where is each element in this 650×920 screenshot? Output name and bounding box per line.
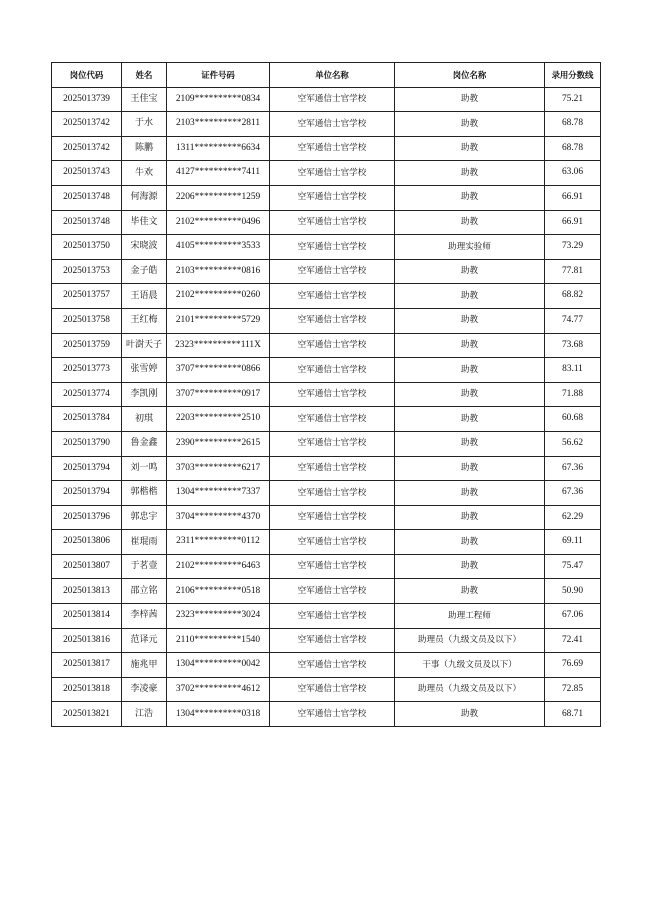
position-code-cell: 2025013739	[52, 87, 122, 112]
table-row	[52, 333, 601, 358]
table-row	[52, 235, 601, 260]
position-code-cell: 2025013773	[52, 358, 122, 383]
id-number-cell: 2110**********1540	[167, 628, 270, 653]
table-row	[52, 136, 601, 161]
position-name-cell: 干事（九级文员及以下）	[395, 653, 545, 678]
id-number-cell: 4127**********7411	[167, 161, 270, 186]
table-row	[52, 653, 601, 678]
position-name-cell: 助教	[395, 407, 545, 432]
admission-score-cell: 67.36	[545, 456, 601, 481]
unit-name-cell: 空军通信士官学校	[270, 284, 395, 309]
id-number-cell: 2311**********0112	[167, 530, 270, 555]
admission-score-cell: 73.29	[545, 235, 601, 260]
position-code-cell: 2025013806	[52, 530, 122, 555]
position-name-cell: 助教	[395, 259, 545, 284]
candidate-name-cell: 郭忠宇	[122, 505, 167, 530]
position-name-cell: 助教	[395, 112, 545, 137]
table-row	[52, 382, 601, 407]
table-row	[52, 579, 601, 604]
candidate-name-cell: 崔琨雨	[122, 530, 167, 555]
unit-name-cell: 空军通信士官学校	[270, 112, 395, 137]
position-name-cell: 助理实验师	[395, 235, 545, 260]
table-row	[52, 702, 601, 727]
candidate-name-cell: 宋晓波	[122, 235, 167, 260]
header-unit-name: 单位名称	[270, 63, 395, 88]
candidate-name-cell: 李凌豪	[122, 677, 167, 702]
id-number-cell: 2103**********0816	[167, 259, 270, 284]
id-number-cell: 2323**********3024	[167, 604, 270, 629]
admission-score-cell: 76.69	[545, 653, 601, 678]
candidate-name-cell: 李凯刚	[122, 382, 167, 407]
unit-name-cell: 空军通信士官学校	[270, 505, 395, 530]
id-number-cell: 2203**********2510	[167, 407, 270, 432]
position-code-cell: 2025013821	[52, 702, 122, 727]
unit-name-cell: 空军通信士官学校	[270, 554, 395, 579]
table-row	[52, 456, 601, 481]
position-name-cell: 助教	[395, 308, 545, 333]
admission-score-cell: 67.06	[545, 604, 601, 629]
position-name-cell: 助教	[395, 456, 545, 481]
admission-score-cell: 72.85	[545, 677, 601, 702]
admission-score-cell: 74.77	[545, 308, 601, 333]
candidate-name-cell: 范译元	[122, 628, 167, 653]
unit-name-cell: 空军通信士官学校	[270, 530, 395, 555]
unit-name-cell: 空军通信士官学校	[270, 308, 395, 333]
candidate-name-cell: 于水	[122, 112, 167, 137]
admission-score-cell: 71.88	[545, 382, 601, 407]
candidate-name-cell: 施兆甲	[122, 653, 167, 678]
id-number-cell: 2109**********0834	[167, 87, 270, 112]
id-number-cell: 3707**********0917	[167, 382, 270, 407]
position-name-cell: 助教	[395, 382, 545, 407]
unit-name-cell: 空军通信士官学校	[270, 382, 395, 407]
position-name-cell: 助教	[395, 210, 545, 235]
position-code-cell: 2025013759	[52, 333, 122, 358]
table-row	[52, 628, 601, 653]
admission-score-cell: 69.11	[545, 530, 601, 555]
position-code-cell: 2025013750	[52, 235, 122, 260]
id-number-cell: 3702**********4612	[167, 677, 270, 702]
table-row	[52, 284, 601, 309]
candidate-name-cell: 金子皓	[122, 259, 167, 284]
table-row	[52, 87, 601, 112]
position-name-cell: 助教	[395, 579, 545, 604]
position-code-cell: 2025013742	[52, 112, 122, 137]
candidate-name-cell: 邵立铭	[122, 579, 167, 604]
unit-name-cell: 空军通信士官学校	[270, 677, 395, 702]
position-name-cell: 助教	[395, 530, 545, 555]
position-code-cell: 2025013758	[52, 308, 122, 333]
position-name-cell: 助教	[395, 185, 545, 210]
position-code-cell: 2025013748	[52, 210, 122, 235]
table-row	[52, 677, 601, 702]
id-number-cell: 3704**********4370	[167, 505, 270, 530]
unit-name-cell: 空军通信士官学校	[270, 358, 395, 383]
position-code-cell: 2025013748	[52, 185, 122, 210]
position-code-cell: 2025013796	[52, 505, 122, 530]
table-row	[52, 308, 601, 333]
candidate-name-cell: 刘一鸣	[122, 456, 167, 481]
position-name-cell: 助理员（九级文员及以下）	[395, 677, 545, 702]
id-number-cell: 1311**********6634	[167, 136, 270, 161]
admission-score-cell: 50.90	[545, 579, 601, 604]
table-row	[52, 481, 601, 506]
table-row	[52, 210, 601, 235]
position-code-cell: 2025013753	[52, 259, 122, 284]
position-name-cell: 助教	[395, 161, 545, 186]
admission-score-cell: 56.62	[545, 431, 601, 456]
candidate-name-cell: 毕佳文	[122, 210, 167, 235]
table-row	[52, 259, 601, 284]
candidate-name-cell: 鲁金鑫	[122, 431, 167, 456]
admission-score-cell: 67.36	[545, 481, 601, 506]
candidate-name-cell: 郭楷楷	[122, 481, 167, 506]
unit-name-cell: 空军通信士官学校	[270, 481, 395, 506]
table-row	[52, 431, 601, 456]
table-row	[52, 358, 601, 383]
candidate-name-cell: 江浩	[122, 702, 167, 727]
table-row	[52, 505, 601, 530]
admission-score-cell: 66.91	[545, 185, 601, 210]
unit-name-cell: 空军通信士官学校	[270, 333, 395, 358]
unit-name-cell: 空军通信士官学校	[270, 161, 395, 186]
unit-name-cell: 空军通信士官学校	[270, 431, 395, 456]
id-number-cell: 3703**********6217	[167, 456, 270, 481]
position-name-cell: 助教	[395, 505, 545, 530]
candidate-name-cell: 何海源	[122, 185, 167, 210]
admission-score-cell: 62.29	[545, 505, 601, 530]
id-number-cell: 2101**********5729	[167, 308, 270, 333]
position-code-cell: 2025013818	[52, 677, 122, 702]
position-name-cell: 助教	[395, 284, 545, 309]
unit-name-cell: 空军通信士官学校	[270, 185, 395, 210]
position-name-cell: 助教	[395, 358, 545, 383]
admission-score-table	[51, 62, 601, 727]
table-row	[52, 161, 601, 186]
unit-name-cell: 空军通信士官学校	[270, 87, 395, 112]
admission-score-cell: 66.91	[545, 210, 601, 235]
position-code-cell: 2025013816	[52, 628, 122, 653]
unit-name-cell: 空军通信士官学校	[270, 628, 395, 653]
header-id-number: 证件号码	[167, 63, 270, 88]
admission-score-cell: 68.78	[545, 136, 601, 161]
table-row	[52, 185, 601, 210]
position-code-cell: 2025013814	[52, 604, 122, 629]
candidate-name-cell: 王红梅	[122, 308, 167, 333]
position-name-cell: 助教	[395, 333, 545, 358]
position-code-cell: 2025013742	[52, 136, 122, 161]
id-number-cell: 2102**********6463	[167, 554, 270, 579]
position-name-cell: 助教	[395, 87, 545, 112]
position-code-cell: 2025013790	[52, 431, 122, 456]
id-number-cell: 1304**********7337	[167, 481, 270, 506]
id-number-cell: 2106**********0518	[167, 579, 270, 604]
table-header-row	[52, 63, 601, 88]
admission-score-cell: 73.68	[545, 333, 601, 358]
header-position-code: 岗位代码	[52, 63, 122, 88]
candidate-name-cell: 于茗壹	[122, 554, 167, 579]
unit-name-cell: 空军通信士官学校	[270, 136, 395, 161]
position-code-cell: 2025013817	[52, 653, 122, 678]
unit-name-cell: 空军通信士官学校	[270, 579, 395, 604]
candidate-name-cell: 王佳宝	[122, 87, 167, 112]
admission-score-cell: 75.21	[545, 87, 601, 112]
candidate-name-cell: 牛欢	[122, 161, 167, 186]
position-name-cell: 助教	[395, 481, 545, 506]
admission-score-cell: 68.82	[545, 284, 601, 309]
table-row	[52, 604, 601, 629]
table-row	[52, 407, 601, 432]
header-admission-score: 录用分数线	[545, 63, 601, 88]
admission-score-cell: 83.11	[545, 358, 601, 383]
position-code-cell: 2025013807	[52, 554, 122, 579]
table-row	[52, 530, 601, 555]
admission-score-cell: 72.41	[545, 628, 601, 653]
admission-score-cell: 77.81	[545, 259, 601, 284]
admission-score-cell: 75.47	[545, 554, 601, 579]
admission-score-cell: 63.06	[545, 161, 601, 186]
admission-score-cell: 68.78	[545, 112, 601, 137]
id-number-cell: 2102**********0496	[167, 210, 270, 235]
id-number-cell: 2103**********2811	[167, 112, 270, 137]
candidate-name-cell: 张雪婷	[122, 358, 167, 383]
id-number-cell: 2102**********0260	[167, 284, 270, 309]
id-number-cell: 2206**********1259	[167, 185, 270, 210]
candidate-name-cell: 叶澍天子	[122, 333, 167, 358]
unit-name-cell: 空军通信士官学校	[270, 259, 395, 284]
position-code-cell: 2025013784	[52, 407, 122, 432]
table-row	[52, 112, 601, 137]
unit-name-cell: 空军通信士官学校	[270, 407, 395, 432]
unit-name-cell: 空军通信士官学校	[270, 235, 395, 260]
candidate-name-cell: 王语晨	[122, 284, 167, 309]
position-name-cell: 助理员（九级文员及以下）	[395, 628, 545, 653]
unit-name-cell: 空军通信士官学校	[270, 456, 395, 481]
position-code-cell: 2025013757	[52, 284, 122, 309]
position-code-cell: 2025013794	[52, 481, 122, 506]
position-code-cell: 2025013794	[52, 456, 122, 481]
position-name-cell: 助教	[395, 554, 545, 579]
header-position-name: 岗位名称	[395, 63, 545, 88]
unit-name-cell: 空军通信士官学校	[270, 604, 395, 629]
id-number-cell: 2390**********2615	[167, 431, 270, 456]
unit-name-cell: 空军通信士官学校	[270, 702, 395, 727]
id-number-cell: 1304**********0318	[167, 702, 270, 727]
position-name-cell: 助教	[395, 702, 545, 727]
position-name-cell: 助教	[395, 136, 545, 161]
id-number-cell: 1304**********0042	[167, 653, 270, 678]
table-row	[52, 554, 601, 579]
position-name-cell: 助理工程师	[395, 604, 545, 629]
id-number-cell: 4105**********3533	[167, 235, 270, 260]
candidate-name-cell: 初琪	[122, 407, 167, 432]
candidate-name-cell: 陈鹏	[122, 136, 167, 161]
header-name: 姓名	[122, 63, 167, 88]
admission-score-cell: 60.68	[545, 407, 601, 432]
id-number-cell: 3707**********0866	[167, 358, 270, 383]
unit-name-cell: 空军通信士官学校	[270, 210, 395, 235]
unit-name-cell: 空军通信士官学校	[270, 653, 395, 678]
id-number-cell: 2323**********111X	[167, 333, 270, 358]
admission-score-cell: 68.71	[545, 702, 601, 727]
position-code-cell: 2025013813	[52, 579, 122, 604]
position-code-cell: 2025013743	[52, 161, 122, 186]
position-name-cell: 助教	[395, 431, 545, 456]
position-code-cell: 2025013774	[52, 382, 122, 407]
candidate-name-cell: 李梓茜	[122, 604, 167, 629]
